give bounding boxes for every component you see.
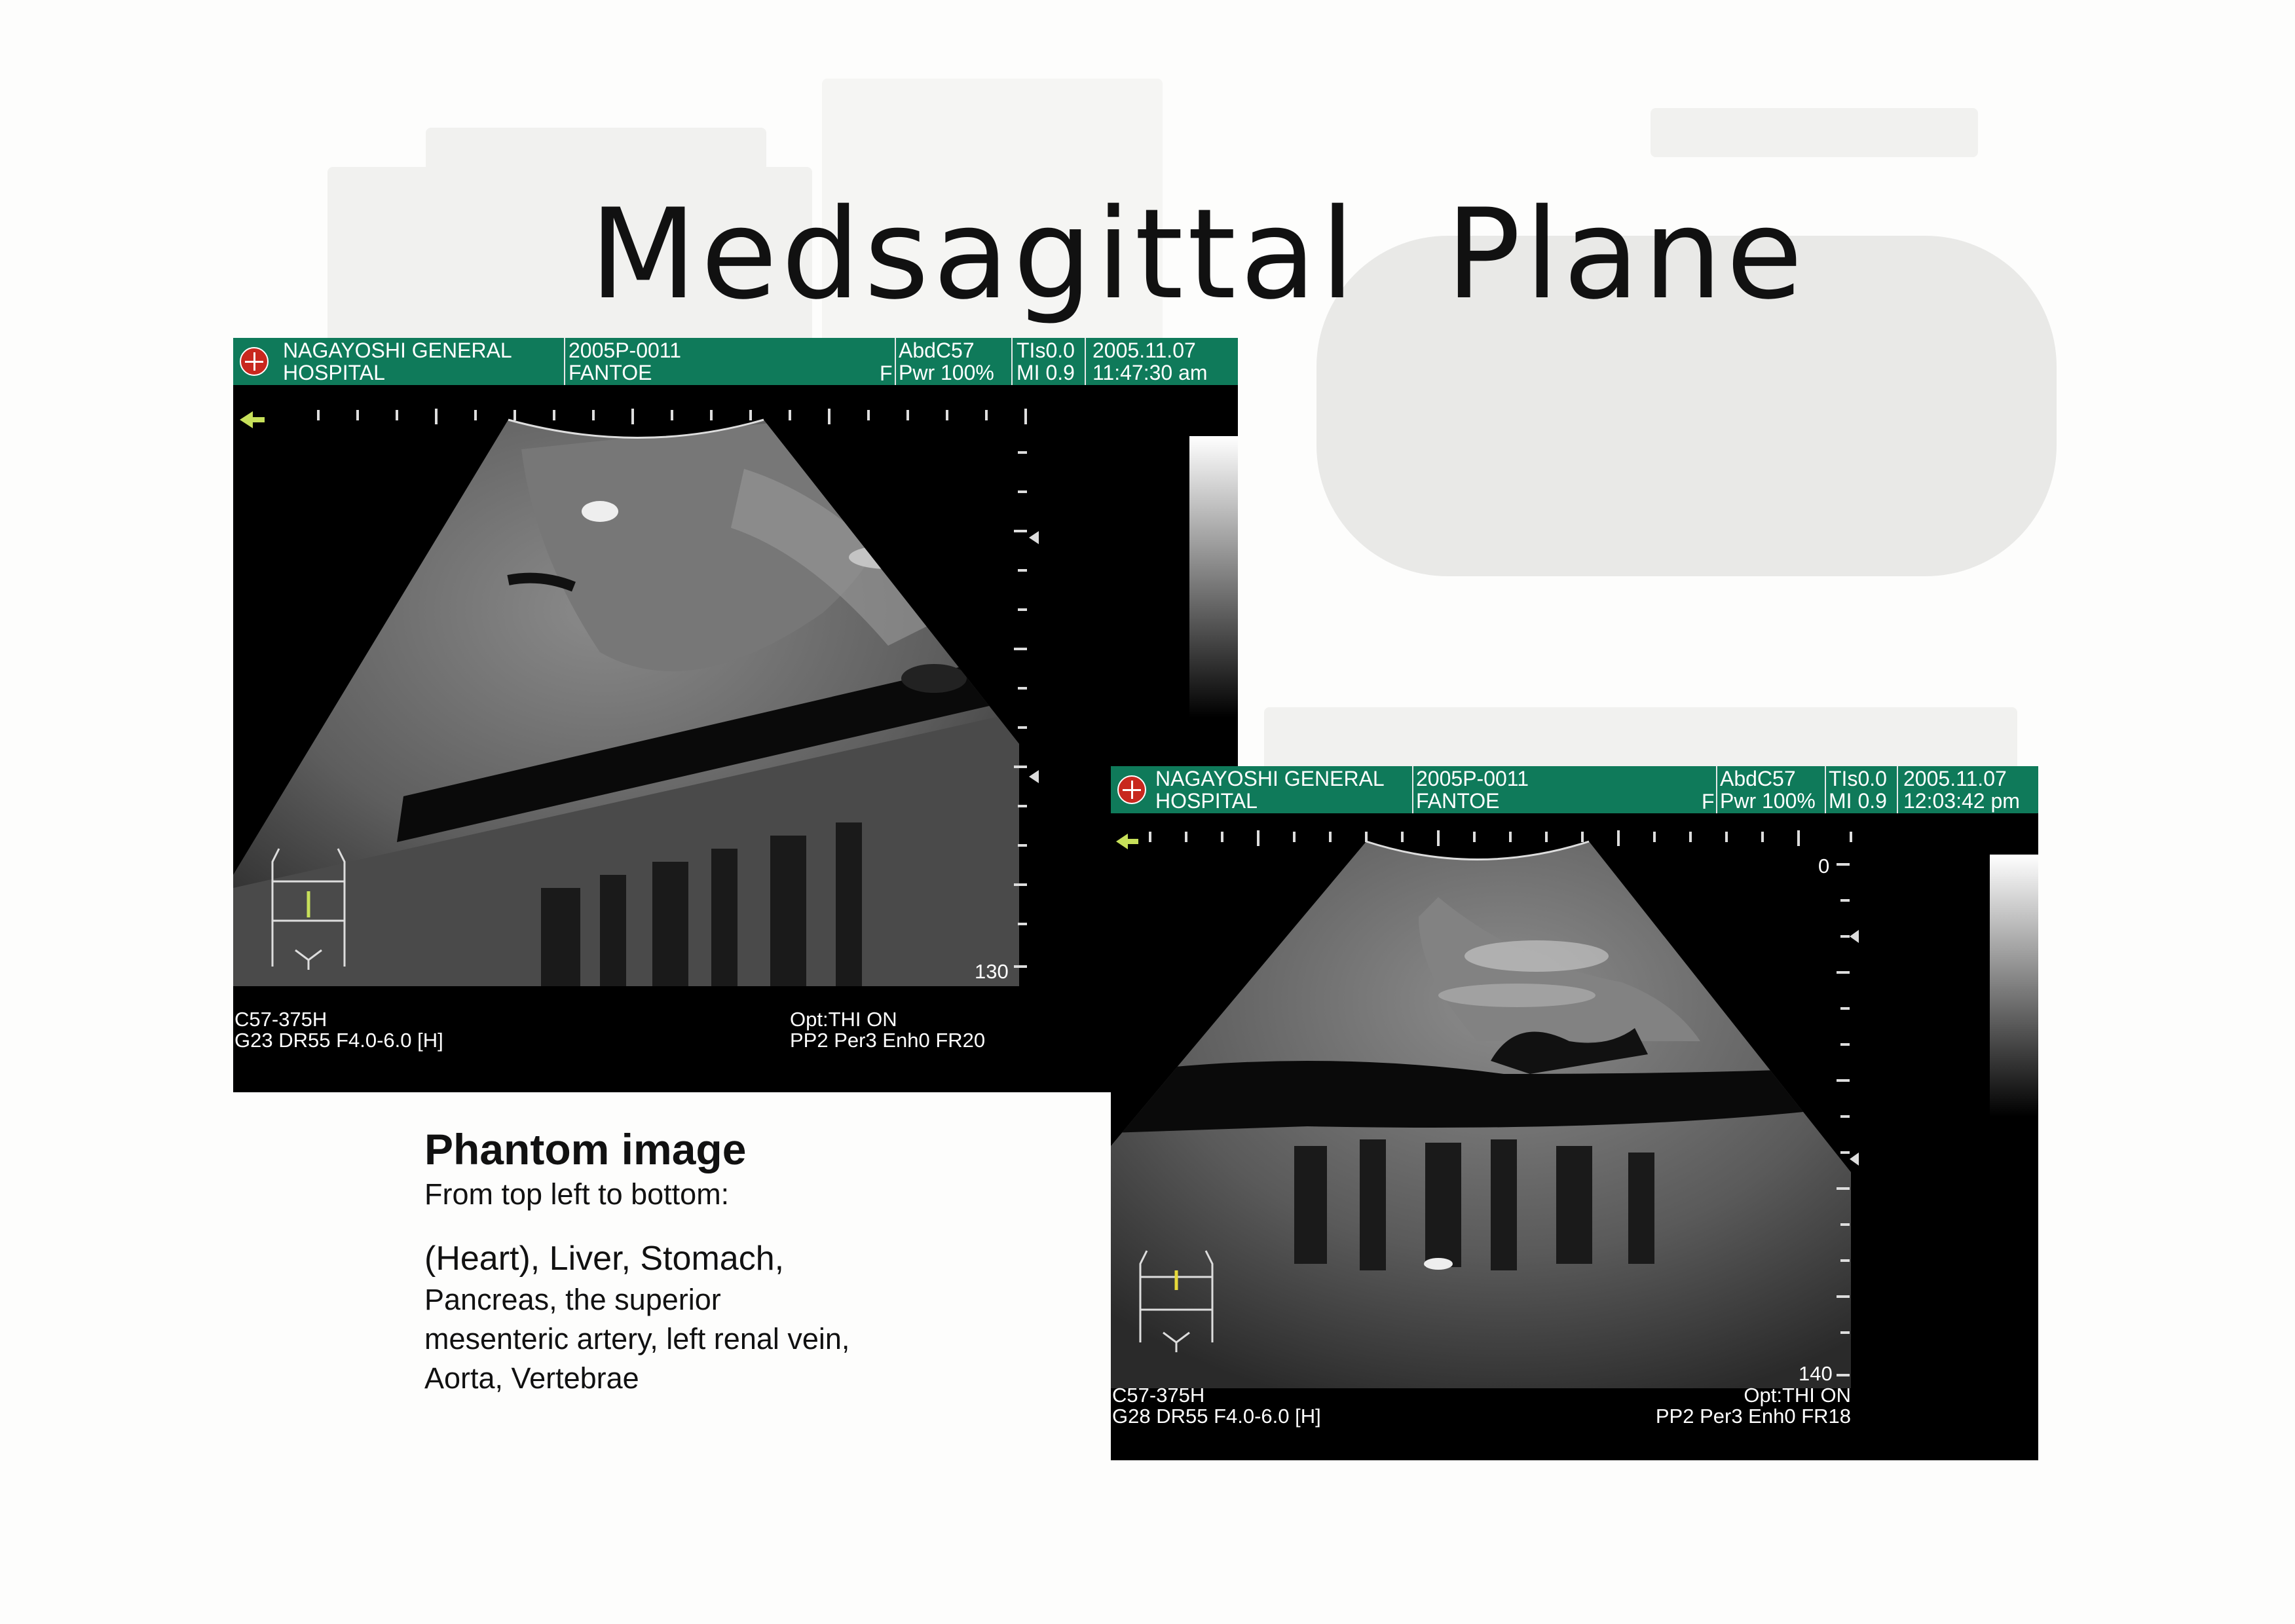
ultrasound-scan-graphic <box>233 338 1238 1092</box>
scan-mode: AbdC57 Pwr 100% <box>899 339 994 384</box>
institution-name: NAGAYOSHI GENERAL HOSPITAL <box>1155 767 1385 813</box>
scan-indices: TIs0.0 MI 0.9 <box>1829 767 1887 813</box>
background-ghost-image <box>1651 108 1978 157</box>
hospital-logo-icon <box>1117 775 1146 804</box>
frame-marker: F <box>880 361 893 385</box>
ultrasound-image-2 <box>1111 766 2038 1460</box>
patient-id: 2005P-0011 FANTOE <box>569 339 681 384</box>
caption-block <box>424 1123 870 1398</box>
caption-organ-list-rest: Pancreas, the superior mesenteric artery, left renal vein, Aorta, Vertebrae <box>424 1283 850 1395</box>
background-ghost-image <box>426 128 766 177</box>
scan-settings: Opt:THI ON PP2 Per3 Enh0 FR18 <box>1655 1384 1851 1428</box>
institution-name: NAGAYOSHI GENERAL HOSPITAL <box>283 339 512 384</box>
depth-label: 130 <box>975 960 1009 983</box>
depth-label: 140 <box>1799 1362 1833 1385</box>
probe-info: C57-375H G28 DR55 F4.0-6.0 [H] <box>1112 1384 1321 1428</box>
depth-top-label: 0 <box>1818 855 1830 877</box>
scan-mode: AbdC57 Pwr 100% <box>1720 767 1816 813</box>
caption-organ-list-first: (Heart), Liver, Stomach, <box>424 1240 785 1278</box>
patient-id: 2005P-0011 FANTOE <box>1416 767 1529 813</box>
ultrasound-image-1 <box>233 338 1238 1092</box>
caption-heading: Phantom image <box>424 1125 747 1173</box>
frame-marker: F <box>1702 790 1715 813</box>
scan-indices: TIs0.0 MI 0.9 <box>1017 339 1075 384</box>
scan-header-bar <box>233 338 1238 385</box>
caption-subheading: From top left to bottom: <box>424 1177 730 1211</box>
hospital-logo-icon <box>240 347 269 376</box>
slide-title: Medsagittal Plane <box>589 182 1807 327</box>
probe-info: C57-375H G23 DR55 F4.0-6.0 [H] <box>234 1008 443 1052</box>
scan-datetime: 2005.11.07 12:03:42 pm <box>1903 767 2020 813</box>
ultrasound-scan-graphic <box>1111 766 2038 1460</box>
scan-settings: Opt:THI ON PP2 Per3 Enh0 FR20 <box>790 1008 986 1052</box>
scan-datetime: 2005.11.07 11:47:30 am <box>1092 339 1208 384</box>
scan-header-bar <box>1111 766 2038 813</box>
